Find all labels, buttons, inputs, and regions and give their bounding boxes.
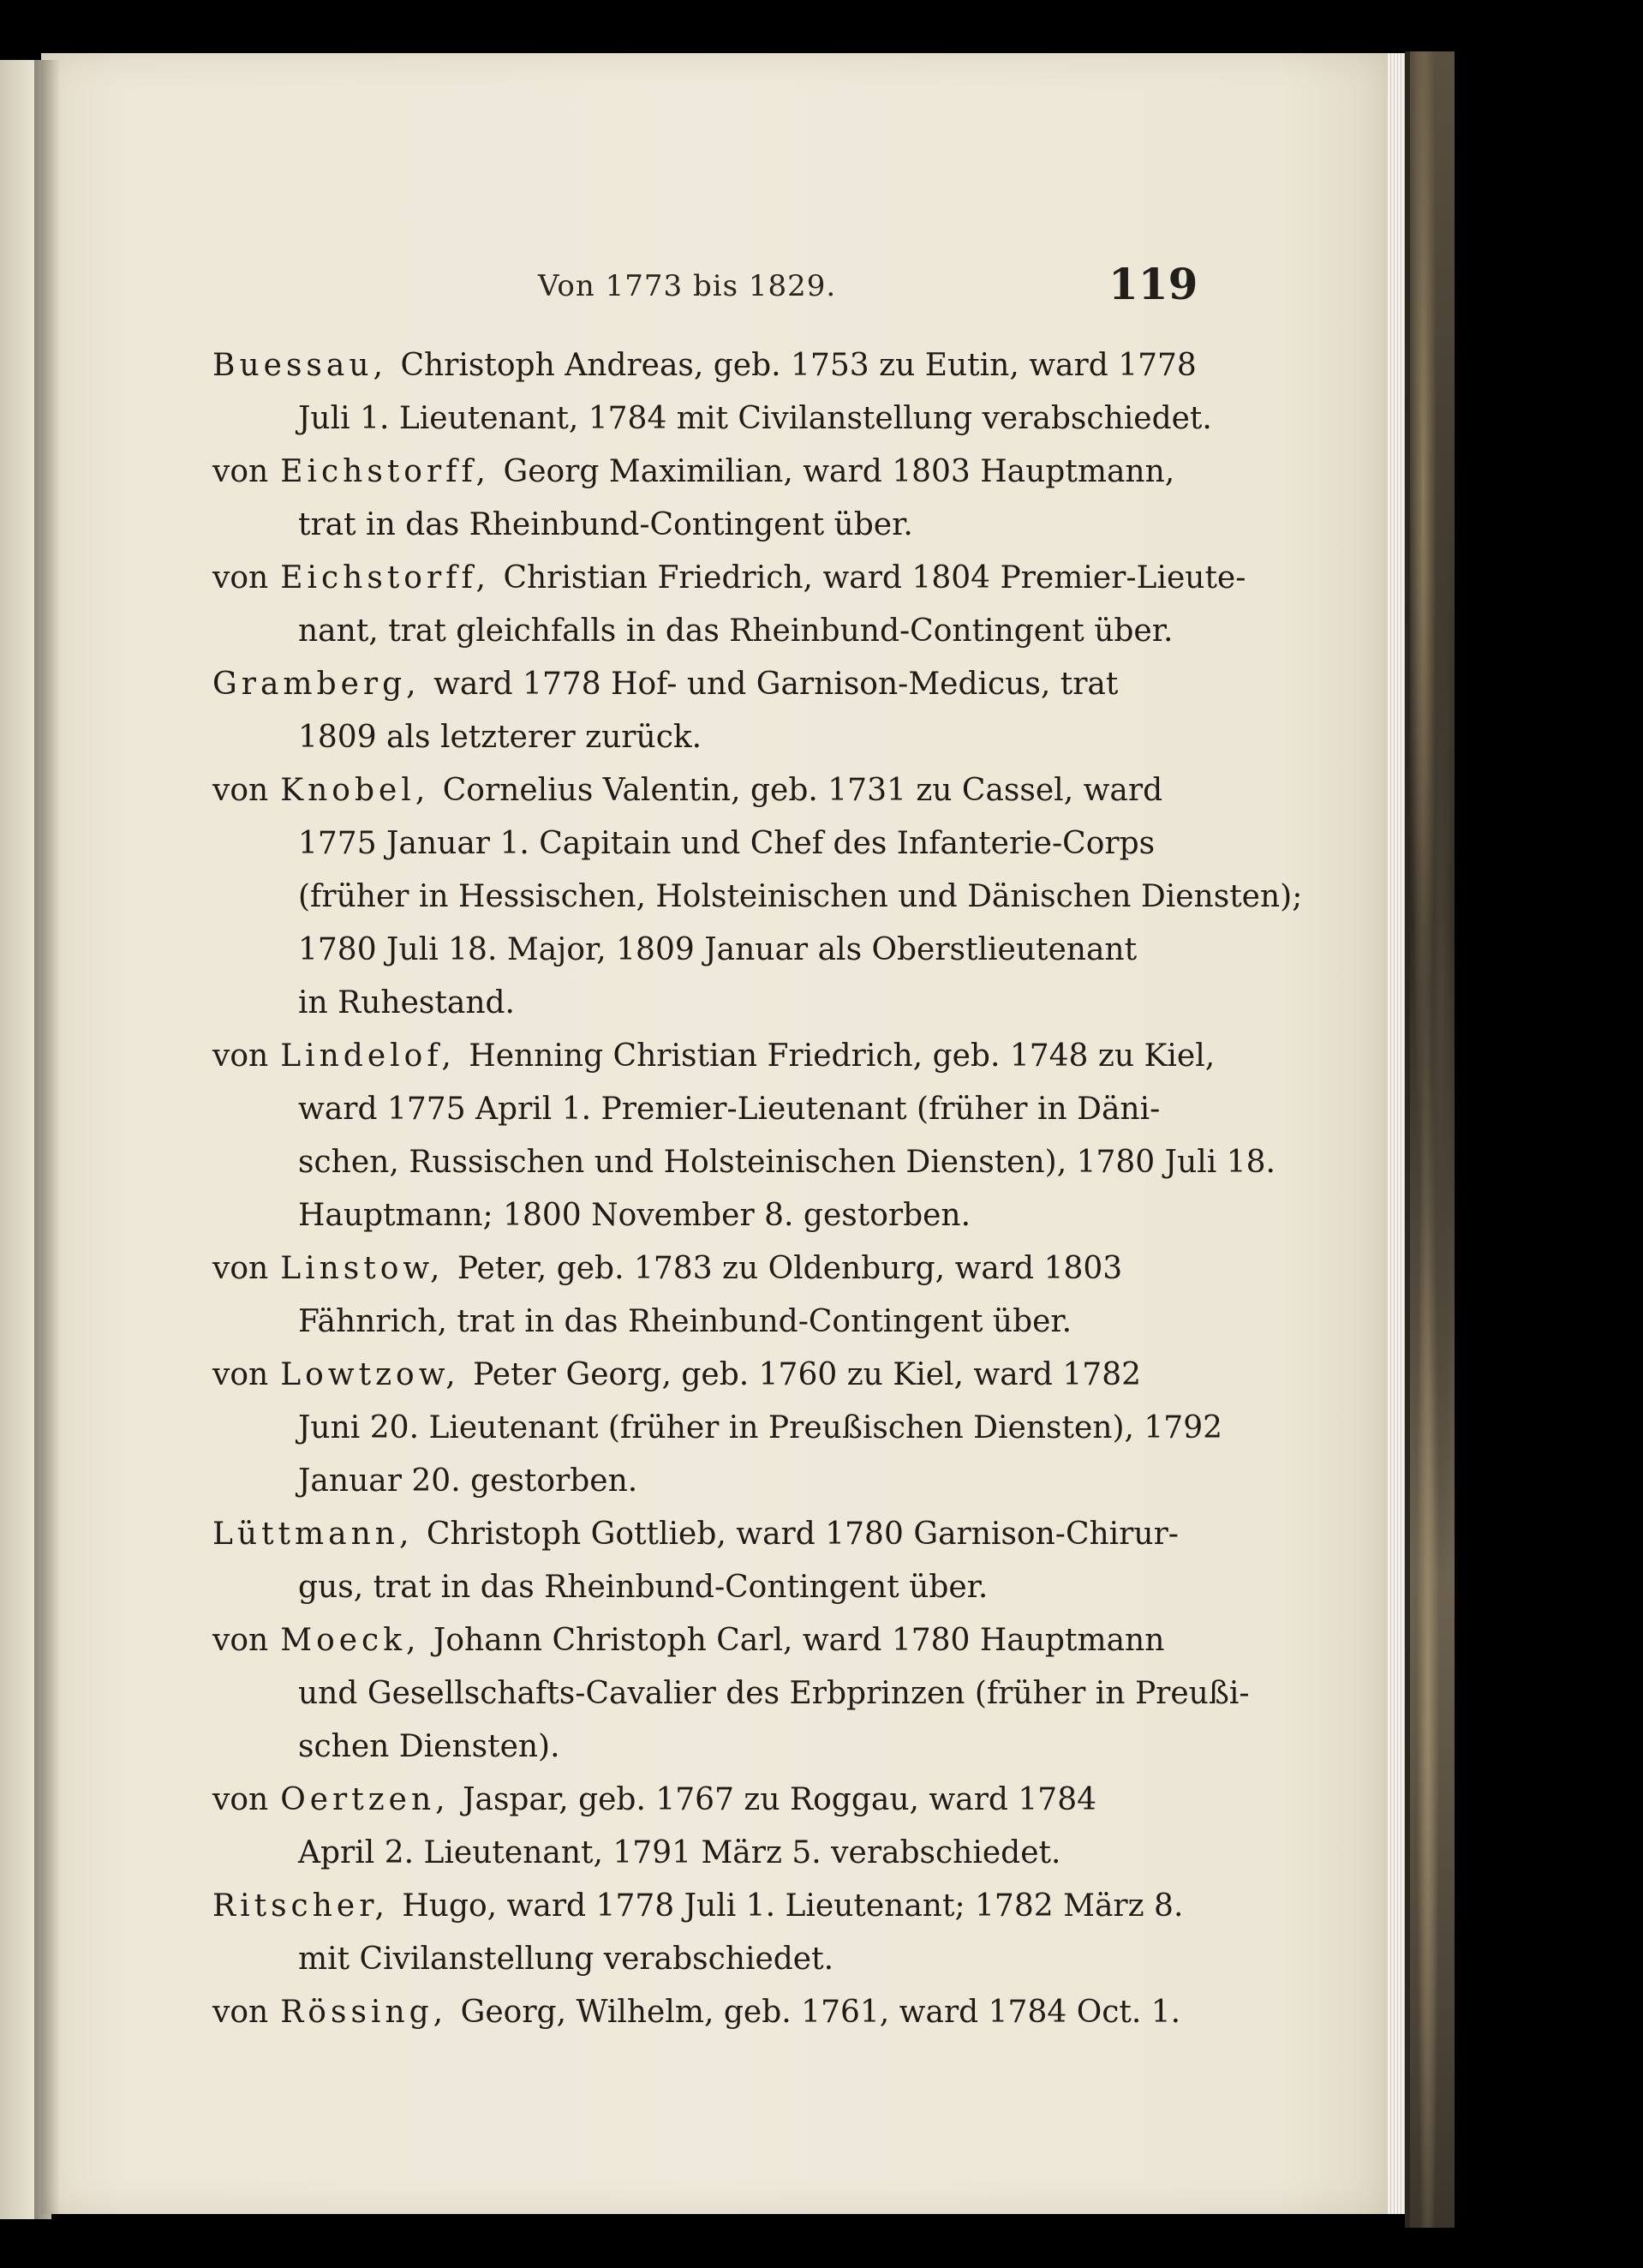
entry-prefix: von <box>212 1357 269 1392</box>
entry-prefix: von <box>212 560 269 595</box>
entry-continuation-line: Januar 20. gestorben. <box>298 1463 638 1499</box>
marbled-cover <box>1405 51 1455 2228</box>
entry-line <box>41 658 1388 711</box>
entry-text: Georg, Wilhelm, geb. 1761, ward 1784 Oct. 1. <box>460 1995 1181 2030</box>
entry-continuation-line: (früher in Hessischen, Holsteinischen und Dänischen Diensten); <box>298 879 1303 914</box>
entry-text: Christoph Gottlieb, ward 1780 Garnison-Chirur- <box>426 1517 1179 1552</box>
entry-prefix: von <box>212 1995 269 2030</box>
running-title: Von 1773 bis 1829. <box>538 269 837 303</box>
entry-line <box>41 1986 1388 2039</box>
entry-surname: Linstow, <box>280 1251 445 1286</box>
entry-continuation-line: Juli 1. Lieutenant, 1784 mit Civilanstellung verabschiedet. <box>298 401 1212 436</box>
page-header <box>41 259 1388 319</box>
entry-text: Jaspar, geb. 1767 zu Roggau, ward 1784 <box>463 1782 1097 1817</box>
entry-list <box>41 339 1388 2039</box>
entry-surname: Rössing, <box>280 1995 448 2030</box>
entry-continuation-line: und Gesellschafts-Cavalier des Erbprinzen (früher in Preußi- <box>298 1676 1250 1711</box>
entry-continuation-line: Juni 20. Lieutenant (früher in Preußischen Diensten), 1792 <box>298 1410 1223 1445</box>
entry-line <box>41 1242 1388 1296</box>
entry-surname: Lowtzow, <box>280 1357 460 1392</box>
entry-text: ward 1778 Hof- und Garnison-Medicus, trat <box>433 667 1119 702</box>
entry-prefix: von <box>212 1038 269 1074</box>
entry-prefix: von <box>212 1782 269 1817</box>
entry-line <box>41 764 1388 817</box>
entry-text: Hugo, ward 1778 Juli 1. Lieutenant; 1782 März 8. <box>402 1888 1184 1924</box>
entry-text: Georg Maximilian, ward 1803 Hauptmann, <box>503 454 1175 489</box>
entry-continuation-line: 1775 Januar 1. Capitain und Chef des Infanterie-Corps <box>298 826 1156 861</box>
entry-text: Peter Georg, geb. 1760 zu Kiel, ward 1782 <box>473 1357 1142 1392</box>
entry-continuation-line: 1809 als letzterer zurück. <box>298 720 702 755</box>
entry-continuation-line: trat in das Rheinbund-Contingent über. <box>298 507 913 542</box>
entry-prefix: von <box>212 1623 269 1658</box>
entry-line <box>41 1880 1388 1933</box>
entry-text: Henning Christian Friedrich, geb. 1748 zu Kiel, <box>469 1038 1216 1074</box>
entry-text: Johann Christoph Carl, ward 1780 Hauptmann <box>433 1623 1165 1658</box>
entry-line <box>41 552 1388 605</box>
entry-text: Christoph Andreas, geb. 1753 zu Eutin, ward 1778 <box>400 348 1197 383</box>
gutter-shadow <box>34 60 60 2219</box>
entry-line <box>41 339 1388 392</box>
entry-continuation-line: schen Diensten). <box>298 1729 560 1764</box>
entry-continuation-line: Fähnrich, trat in das Rheinbund-Contingent über. <box>298 1304 1072 1339</box>
entry-text: Peter, geb. 1783 zu Oldenburg, ward 1803 <box>457 1251 1123 1286</box>
page-number: 119 <box>1108 259 1198 309</box>
book-page <box>41 53 1388 2214</box>
entry-surname: Lüttmann, <box>212 1517 414 1552</box>
entry-continuation-line: Hauptmann; 1800 November 8. gestorben. <box>298 1198 971 1233</box>
entry-line <box>41 1030 1388 1083</box>
entry-text: Cornelius Valentin, geb. 1731 zu Cassel, ward <box>442 773 1163 808</box>
entry-continuation-line: schen, Russischen und Holsteinischen Diensten), 1780 Juli 18. <box>298 1145 1276 1180</box>
entry-prefix: von <box>212 773 269 808</box>
entry-text: Christian Friedrich, ward 1804 Premier-Lieute- <box>503 560 1246 595</box>
entry-surname: Eichstorff, <box>280 560 490 595</box>
entry-continuation-line: nant, trat gleichfalls in das Rheinbund-Contingent über. <box>298 613 1174 649</box>
entry-line <box>41 1614 1388 1667</box>
entry-continuation-line: gus, trat in das Rheinbund-Contingent über. <box>298 1570 989 1605</box>
entry-surname: Buessau, <box>212 348 387 383</box>
entry-surname: Lindelof, <box>280 1038 456 1074</box>
entry-line <box>41 1349 1388 1402</box>
entry-prefix: von <box>212 1251 269 1286</box>
entry-line <box>41 1774 1388 1827</box>
entry-surname: Eichstorff, <box>280 454 490 489</box>
entry-continuation-line: ward 1775 April 1. Premier-Lieutenant (früher in Däni- <box>298 1092 1161 1127</box>
entry-surname: Oertzen, <box>280 1782 450 1817</box>
entry-continuation-line: April 2. Lieutenant, 1791 März 5. verabschiedet. <box>298 1835 1061 1870</box>
entry-prefix: von <box>212 454 269 489</box>
entry-line <box>41 446 1388 499</box>
entry-surname: Gramberg, <box>212 667 421 702</box>
entry-continuation-line: 1780 Juli 18. Major, 1809 Januar als Oberstlieutenant <box>298 932 1138 967</box>
entry-surname: Ritscher, <box>212 1888 389 1924</box>
entry-line <box>41 1508 1388 1561</box>
entry-surname: Knobel, <box>280 773 430 808</box>
entry-continuation-line: in Ruhestand. <box>298 985 516 1020</box>
entry-continuation-line: mit Civilanstellung verabschiedet. <box>298 1942 834 1977</box>
entry-surname: Moeck, <box>280 1623 421 1658</box>
